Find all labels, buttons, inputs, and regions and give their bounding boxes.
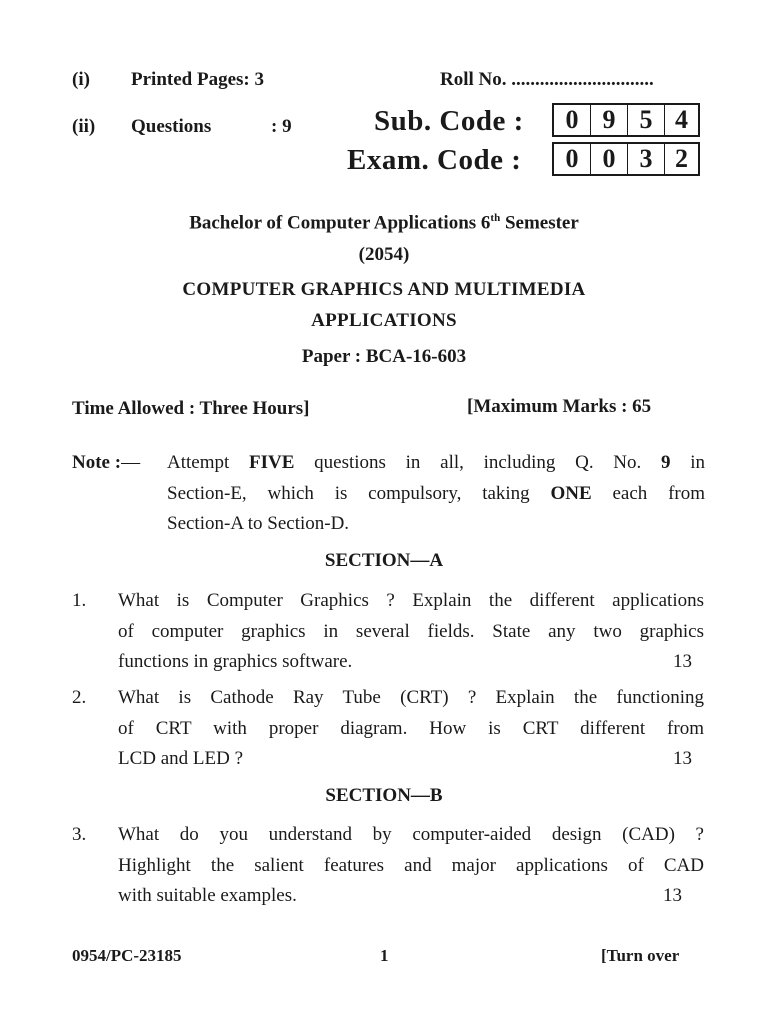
- question-line: What do you understand by computer-aided design (CAD) ?: [118, 824, 704, 845]
- note-body: [167, 448, 705, 540]
- section-a-heading: SECTION—A: [324, 550, 444, 571]
- program-ordinal: th: [490, 212, 501, 224]
- note-label: [72, 448, 140, 479]
- question-line: What is Cathode Ray Tube (CRT) ? Explain the functioning: [118, 687, 704, 708]
- questions-value: : 9: [271, 116, 292, 137]
- question-last-line: [118, 647, 704, 678]
- sub-code-label: Sub. Code :: [374, 105, 524, 137]
- turn-over: [Turn over: [601, 946, 680, 965]
- printed-pages: Printed Pages: 3: [131, 69, 264, 90]
- sub-code-digit: 0: [554, 105, 591, 135]
- note-line: Attempt FIVE questions in all, including Q. No. 9 in: [167, 452, 705, 473]
- question-2: [72, 683, 712, 775]
- question-number: 3.: [72, 824, 87, 845]
- question-1: [72, 586, 712, 678]
- exam-code-digit: 3: [628, 144, 665, 174]
- roll-no: Roll No. ..............................: [440, 69, 654, 90]
- max-marks: [Maximum Marks : 65: [467, 396, 652, 417]
- subject-line-1: COMPUTER GRAPHICS AND MULTIMEDIA: [182, 279, 586, 300]
- note-label-text: Note :: [72, 452, 122, 473]
- question-marks: 13: [663, 885, 682, 906]
- exam-code-label: Exam. Code :: [347, 144, 522, 176]
- program-tail: Semester: [504, 212, 579, 234]
- footer-code: 0954/PC-23185: [72, 946, 182, 965]
- exam-code-digit: 0: [554, 144, 591, 174]
- question-line: of CRT with proper diagram. How is CRT different from: [118, 717, 704, 739]
- page-number: 1: [380, 946, 389, 965]
- note-line: Section-E, which is compulsory, taking ONE each from: [167, 482, 705, 504]
- questions-number: (ii): [72, 116, 96, 137]
- question-number: 1.: [72, 590, 87, 611]
- note-dash: —: [121, 452, 141, 473]
- question-marks: 13: [673, 748, 692, 769]
- question-number: 2.: [72, 687, 87, 708]
- question-line: LCD and LED ?: [118, 748, 244, 769]
- paper-code: Paper : BCA-16-603: [301, 346, 467, 367]
- question-line: What is Computer Graphics ? Explain the different applications: [118, 590, 704, 611]
- exam-year: (2054): [358, 244, 410, 265]
- exam-code-digit: 0: [591, 144, 628, 174]
- question-3: [72, 820, 712, 912]
- printed-pages-number: (i): [72, 69, 90, 90]
- program-title: [0, 212, 768, 234]
- program-name: Bachelor of Computer Applications 6: [189, 212, 491, 234]
- exam-code-digit: 2: [675, 144, 688, 173]
- questions-label: Questions: [131, 116, 212, 137]
- question-line: with suitable examples.: [118, 885, 297, 906]
- sub-code-digit: 5: [628, 105, 665, 135]
- exam-code-box: [552, 142, 700, 176]
- question-line: functions in graphics software.: [118, 651, 353, 672]
- time-allowed: Time Allowed : Three Hours]: [72, 398, 310, 419]
- question-marks: 13: [673, 651, 692, 672]
- subject-line-2: APPLICATIONS: [311, 310, 457, 331]
- question-last-line: [118, 744, 704, 775]
- sub-code-box: [552, 103, 700, 137]
- question-line: Highlight the salient features and major applications of CAD: [118, 854, 704, 876]
- sub-code-digit: 4: [675, 105, 688, 134]
- sub-code-digit: 9: [591, 105, 628, 135]
- question-line: of computer graphics in several fields. State any two graphics: [118, 620, 704, 642]
- note-line: Section-A to Section-D.: [167, 513, 350, 534]
- question-last-line: [118, 881, 704, 912]
- section-b-heading: SECTION—B: [325, 785, 443, 806]
